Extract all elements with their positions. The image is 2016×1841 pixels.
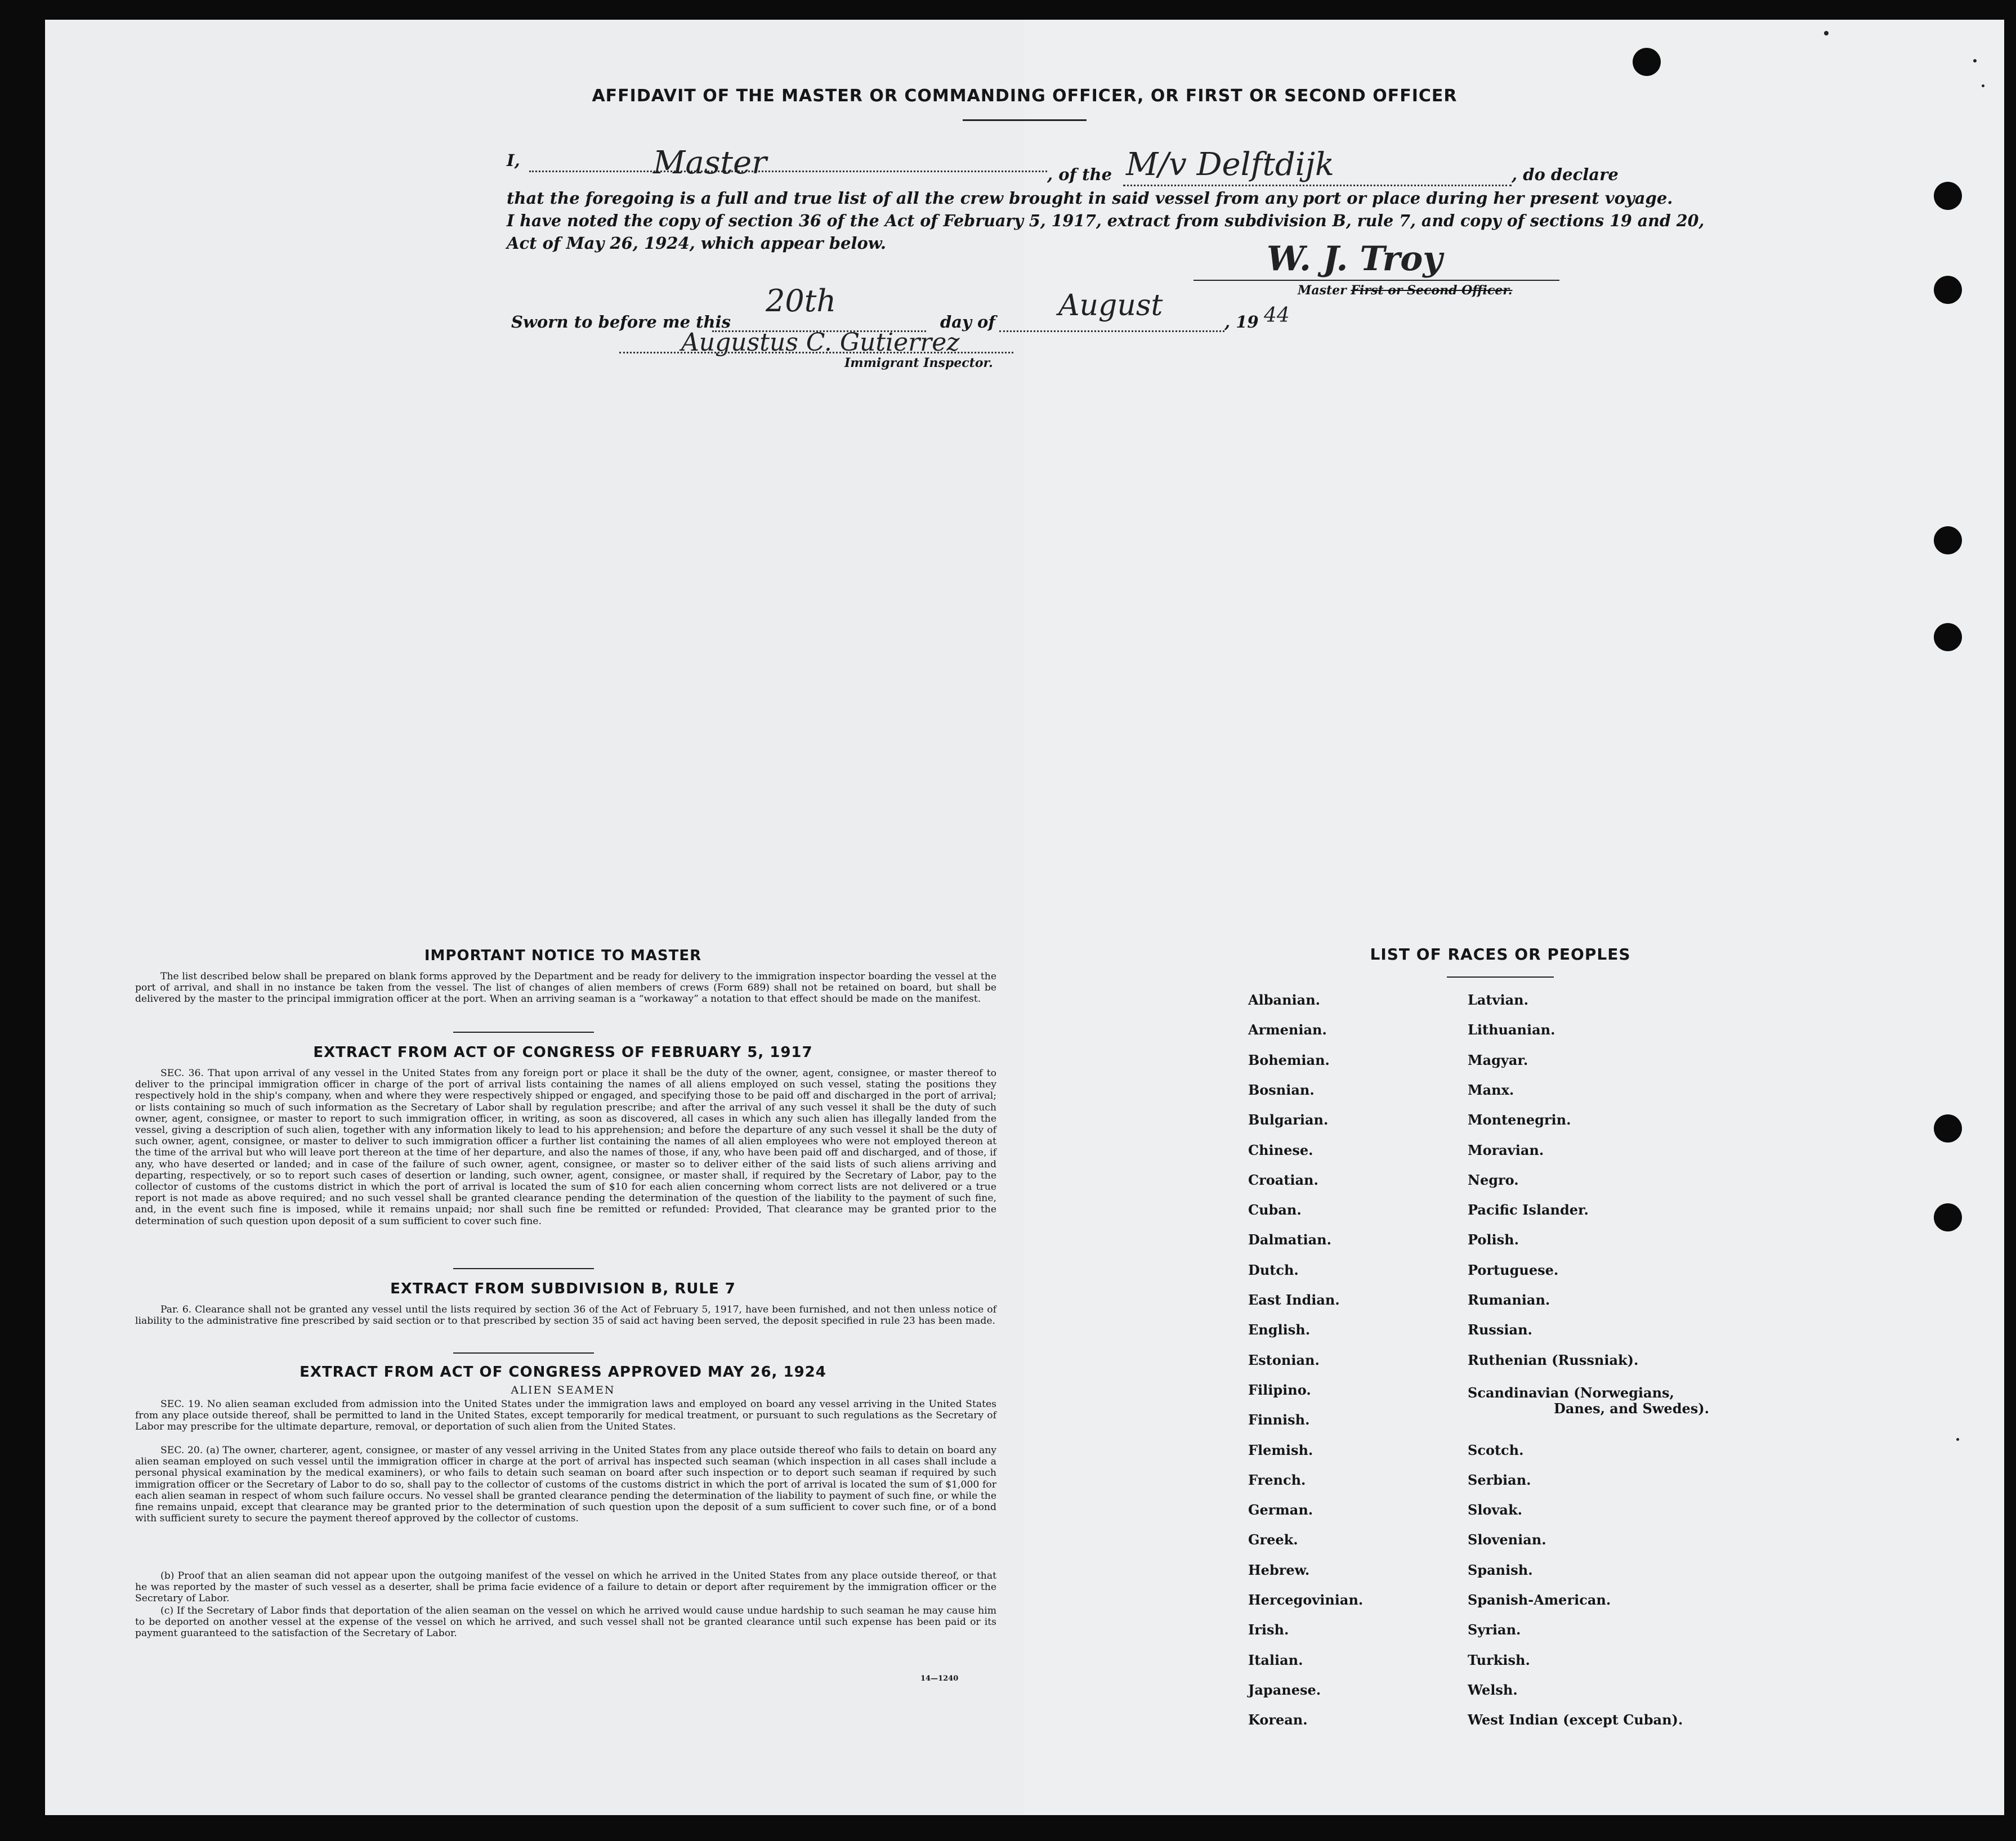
punch-hole [1934, 526, 1962, 554]
sworn-label: Sworn to before me this [511, 312, 731, 332]
race-item: Chinese. [1248, 1141, 1313, 1158]
race-item: Pacific Islander. [1468, 1202, 1589, 1219]
race-item: Spanish-American. [1468, 1592, 1611, 1608]
race-item: Filipino. [1248, 1381, 1311, 1398]
race-item: Bulgarian. [1248, 1112, 1329, 1128]
i-label: I, [507, 151, 520, 170]
do-declare-label: , do declare [1512, 165, 1619, 184]
day-of-label: day of [940, 312, 995, 332]
officer-struck: First or Second Officer. [1351, 283, 1513, 298]
race-item: Hebrew. [1248, 1561, 1310, 1578]
punch-hole [1934, 182, 1962, 210]
races-title-underline [1447, 977, 1554, 978]
race-item: West Indian (except Cuban). [1468, 1712, 1683, 1728]
of-the-label: , of the [1047, 165, 1112, 184]
race-item: Flemish. [1248, 1441, 1313, 1458]
extract-1917-title: EXTRACT FROM ACT OF CONGRESS OF FEBRUARY 5, 1917 [313, 1044, 813, 1061]
sworn-month-line [999, 330, 1224, 332]
sworn-month-handwritten: August [1058, 289, 1163, 322]
race-item: Slovak. [1468, 1502, 1522, 1519]
notice-title: IMPORTANT NOTICE TO MASTER [424, 947, 702, 964]
race-item: East Indian. [1248, 1292, 1340, 1308]
officer-title [1298, 283, 1512, 298]
race-item: Bosnian. [1248, 1081, 1315, 1098]
race-item: Cuban. [1248, 1202, 1302, 1219]
race-item: Turkish. [1468, 1651, 1530, 1668]
race-item: Magyar. [1468, 1051, 1528, 1068]
race-item: Armenian. [1248, 1022, 1327, 1038]
race-item: Lithuanian. [1468, 1022, 1555, 1038]
race-item: Dutch. [1248, 1261, 1299, 1278]
punch-hole [1633, 48, 1661, 76]
race-item: Montenegrin. [1468, 1112, 1571, 1128]
officer-master: Master [1298, 283, 1347, 298]
race-item: Slovenian. [1468, 1531, 1546, 1548]
punch-hole [1934, 276, 1962, 304]
punch-hole [1934, 623, 1962, 651]
extract-1917-text: SEC. 36. That upon arrival of any vessel in the United States from any foreign port or place it shall be the duty of the owner, agent, consignee, or master thereof to deliver to the principal immigration officer in charge of the port of arrival lists containing the names of all aliens employed on such vessel, stating the positions they respectively hold in the ship's company, when and where they were respectively shipped or engaged, and specifying those to be paid off and discharged in the port of arrival; or lists containing so much of such information as the Secretary of Labor shall by regulation prescribe; and after the arrival of any such vessel it shall be the duty of such owner, agent, consignee, or master to report to such immigration officer, in writing, as soon as discovered, all cases in which any such alien has illegally landed from the vessel, giving a description of such alien, together with any information likely to lead to his apprehension; and before the departure of any such vessel it shall be the duty of such owner, agent, consignee, or master to deliver to such immigration officer a further list containing the names of all alien employees who were not employed thereon at the time of the arrival but who will leave port thereon at the time of her departure, and also the names of those, if any, who have been paid off and discharged, and of those, if any, who have deserted or landed; and in case of the failure of such owner, agent, consignee, or master so to deliver either of the said lists of such aliens arriving and departing, respectively, or so to report such cases of desertion or landing, such owner, agent, consignee, or master shall, if required by the Secretary of Labor, pay to the collector of customs of the customs district in which the port of arrival is located the sum of $10 for each alien concerning whom correct lists are not delivered or a true report is not made as above required; and no such vessel shall be granted clearance pending the determination of the question of the liability to the payment of such fine, and, in the event such fine is imposed, while it remains unpaid; nor shall such fine be remitted or refunded: Provided, That clearance may be granted prior to the determination of such question upon deposit of a sum sufficient to cover such fine. [135, 1068, 996, 1227]
race-item: Estonian. [1248, 1351, 1320, 1368]
document-sheet [45, 20, 2004, 1815]
year-prefix: , 19 [1224, 312, 1259, 332]
race-item: Greek. [1248, 1531, 1298, 1548]
race-item: English. [1248, 1322, 1311, 1338]
race-item: Italian. [1248, 1651, 1303, 1668]
race-item: Russian. [1468, 1322, 1532, 1338]
divider [453, 1352, 594, 1354]
race-item: Spanish. [1468, 1561, 1533, 1578]
race-item: Rumanian. [1468, 1292, 1550, 1308]
race-item: Bohemian. [1248, 1051, 1330, 1068]
sec20b-text: (b) Proof that an alien seaman did not appear upon the outgoing manifest of the vessel on which he arrived in the United States from any place outside thereof, or that he was reported by the master of such vessel as a deserter, shall be prima facie evidence of a failure to detain or deport after requirement by the immigration officer or the Secretary of Labor. [135, 1570, 996, 1605]
race-item: Serbian. [1468, 1471, 1531, 1488]
race-item: Syrian. [1468, 1621, 1521, 1638]
sec20c-text: (c) If the Secretary of Labor finds that deportation of the alien seaman on the vessel on which he arrived would cause undue hardship to such seaman he may cause him to be deported on another vessel at the expense of the vessel on which he arrived, and such vessel shall not be granted clearance until such expense has been paid or its payment guaranteed to the satisfaction of the Secretary of Labor. [135, 1605, 996, 1640]
speck [1973, 59, 1977, 62]
affidavit-title: AFFIDAVIT OF THE MASTER OR COMMANDING OFFICER, OR FIRST OR SECOND OFFICER [592, 86, 1458, 106]
notice-text: The list described below shall be prepared on blank forms approved by the Department and be ready for delivery to the immigration inspector boarding the vessel at the port of arrival, and shall in no instance be taken from the vessel. The list of changes of alien members of crews (Form 689) shall not be retained on board, but shall be delivered by the master to the principal immigration officer at the port. When an arriving seaman is a “workaway” a notation to that effect should be made on the manifest. [135, 971, 996, 1005]
sec20a-text: SEC. 20. (a) The owner, charterer, agent, consignee, or master of any vessel arriving in the United States from any place outside thereof who fails to detain on board any alien seaman employed on such vessel until the immigration officer in charge at the port of arrival has inspected such seaman (which inspection in all cases shall include a personal physical examination by the medical examiners), or who fails to detain such seaman on board after such inspection or to deport such seaman if required by such immigration officer or the Secretary of Labor to do so, shall pay to the collector of customs of the customs district in which the port of arrival is located the sum of $1,000 for each alien seaman in respect of whom such failure occurs. No vessel shall be granted clearance pending the determination of the liability to payment of such fine, or while the fine remains unpaid, except that clearance may be granted prior to the determination of such question upon the deposit of a sum sufficient to cover such fine, or of a bond with sufficient surety to secure the payment thereof approved by the collector of customs. [135, 1445, 996, 1525]
race-item: Dalmatian. [1248, 1231, 1331, 1248]
master-field-line [529, 171, 1047, 172]
speck [1956, 1438, 1959, 1441]
divider [453, 1032, 594, 1033]
race-item: Ruthenian (Russniak). [1468, 1351, 1639, 1368]
title-underline [963, 119, 1087, 121]
race-item: French. [1248, 1471, 1306, 1488]
speck [1824, 31, 1829, 35]
master-handwritten: Master [653, 145, 767, 181]
race-item: Scotch. [1468, 1441, 1524, 1458]
race-item: Korean. [1248, 1712, 1308, 1728]
rule7-title: EXTRACT FROM SUBDIVISION B, RULE 7 [390, 1280, 736, 1297]
vessel-field-line [1123, 185, 1512, 186]
sworn-day-handwritten: 20th [766, 283, 837, 319]
race-item: Scandinavian (Norwegians, [1468, 1384, 1674, 1401]
race-item: Finnish. [1248, 1412, 1310, 1428]
punch-hole [1934, 1114, 1962, 1143]
race-item: Portuguese. [1468, 1261, 1559, 1278]
race-item: Manx. [1468, 1081, 1514, 1098]
divider [453, 1268, 594, 1269]
inspector-label: Immigrant Inspector. [844, 356, 993, 370]
races-title: LIST OF RACES OR PEOPLES [1370, 945, 1631, 964]
race-item: Albanian. [1248, 992, 1320, 1008]
punch-hole [1934, 1203, 1962, 1231]
declaration-line-3: I have noted the copy of section 36 of the Act of February 5, 1917, extract from subdivision B, rule 7, and copy of sections 19 and 20, [507, 211, 1705, 230]
declaration-line-2: that the foregoing is a full and true list of all the crew brought in said vessel from any port or place during her present voyage. [507, 189, 1673, 208]
race-item: German. [1248, 1502, 1313, 1519]
signature-line [1193, 280, 1559, 281]
race-item: Irish. [1248, 1621, 1289, 1638]
extract-1924-title: EXTRACT FROM ACT OF CONGRESS APPROVED MAY 26, 1924 [300, 1364, 826, 1381]
master-signature: W. J. Troy [1267, 239, 1443, 279]
race-item: Moravian. [1468, 1141, 1544, 1158]
sec19-text: SEC. 19. No alien seaman excluded from admission into the United States under the immigration laws and employed on board any vessel arriving in the United States from any place outside thereof, shall be permitted to land in the United States, except temporarily for medical treatment, or pursuant to such regulations as the Secretary of Labor may prescribe for the ultimate departure, removal, or deportation of such alien from the United States. [135, 1399, 996, 1433]
race-item: Latvian. [1468, 992, 1528, 1008]
alien-seamen-subtitle: ALIEN SEAMEN [511, 1384, 615, 1396]
form-number: 14—1240 [920, 1674, 959, 1683]
vessel-handwritten: M/v Delftdijk [1126, 146, 1334, 183]
race-item: Japanese. [1248, 1681, 1321, 1698]
race-item: Hercegovinian. [1248, 1592, 1364, 1608]
race-item: Negro. [1468, 1171, 1519, 1188]
race-item: Welsh. [1468, 1681, 1518, 1698]
year-handwritten: 44 [1264, 304, 1290, 327]
race-item: Polish. [1468, 1231, 1519, 1248]
race-item-continuation: Danes, and Swedes). [1554, 1400, 1709, 1417]
declaration-line-4: Act of May 26, 1924, which appear below. [507, 234, 886, 253]
race-item: Croatian. [1248, 1171, 1318, 1188]
inspector-signature: Augustus C. Gutierrez [681, 328, 960, 357]
rule7-text: Par. 6. Clearance shall not be granted any vessel until the lists required by section 36 of the Act of February 5, 1917, have been furnished, and not then unless notice of liability to the administrative fine prescribed by said section or to that prescribed by section 35 of said act having been served, the deposit specified in rule 23 has been made. [135, 1304, 996, 1327]
inspector-line [619, 352, 1013, 353]
